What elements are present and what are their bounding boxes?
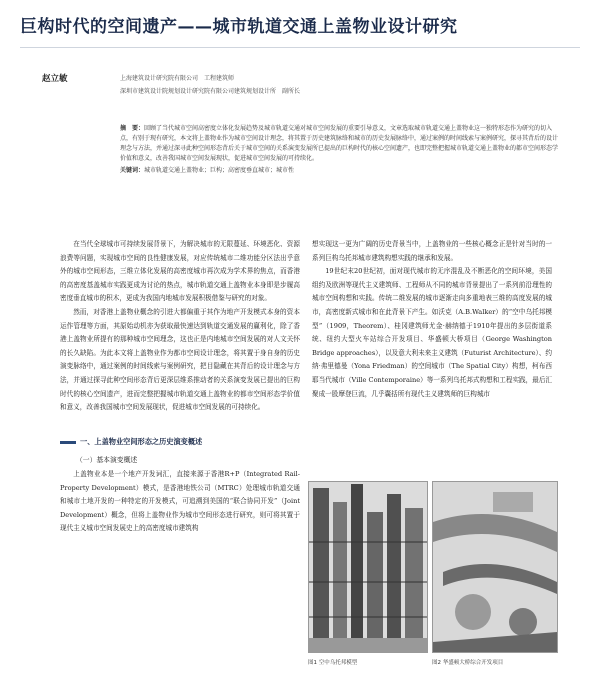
figure-1-caption: 图1 空中乌托邦模型 <box>308 660 358 666</box>
paragraph: 想实现这一更为广阔的历史背景当中，上盖物业的一些核心概念正是针对当时的一系列巨构乌托邦城市建筑构想实践的继承和发展。 <box>312 240 552 262</box>
abstract-label: 摘 要： <box>120 125 145 132</box>
figure-2-caption: 图2 华盛顿大桥综合开发项目 <box>432 660 504 666</box>
author-affiliation-2: 深圳市建筑设计院规划设计研究院有限公司建筑规划设计所 副所长 <box>120 88 301 95</box>
abstract-text: 回顾了当代城市空间高密度立体化发展趋势及城市轨道交通对城市空间发展的重要引导意义，文章选取城市轨道交通上盖物业这一独特形态作为研究的切入点，有别于现有研究，本文将上盖物业作为城市空间设计理念，将其置于历史建筑脉络和城市的历史发展脉络中，通过案例的时间线索与案例研究，探寻其背后的设计理念与方法，并通过深寻此种空间形态背后关于城市空间的关系演变发展所已提出的巨构时代的核心空间遗产，也即完整把握城市轨道交通上盖物业的都市空间形态学价值和意义，改善我国城市空间发展现状，促进城市空间发展的可持续化。 <box>120 125 559 162</box>
left-column <box>60 238 300 415</box>
right-column <box>312 238 552 401</box>
keywords-label: 关键词： <box>120 167 145 174</box>
paragraph: 上盖物业本是一个地产开发词汇，直接来源于香港R+P（Integrated Rail-Property Development）模式，是香港地铁公司（MTRC）处理城市轨道交通和城市土地开发的一种特定的开发模式，可追溯到美国的“联合协同开发”（Joint Development）概念，但将上盖物业作为城市空间形态进行研究，则可将其置于现代主义城市空间发展史上的高密度城市建筑构 <box>60 470 300 533</box>
figure-2-drawing <box>433 482 557 652</box>
section-heading <box>60 437 202 447</box>
heading-bar <box>60 441 76 444</box>
figure-1-drawing <box>309 482 427 652</box>
title-divider <box>20 47 580 48</box>
figure-2-image <box>432 481 558 653</box>
left-column-bottom <box>60 468 300 536</box>
section-heading-text: 一、上盖物业空间形态之历史演变概述 <box>80 437 203 446</box>
author-affiliation-1: 上海建筑设计研究院有限公司 工程建筑师 <box>120 75 235 82</box>
paragraph: 然而，对香港上盖物业概念的引进大都偏重于其作为地产开发模式本身的资本运作管理等方面，其原始动机亦为获取最快速达到轨道交通发展的赢利化，除了香港上盖物业所提有的那种城市空间理念，这也正是内地城市空间发展的对人文关怀的长久缺陷。为此本文将上盖物业作为都市空间设计理念，将其置于身自身的历史演变脉络中，通过案例的时间线索与案例研究，把目隐藏在其背后的设计理念与方法，并通过探寻此种空间形态背后更深层维系推动者的关系演变发展已提出的巨构时代的核心空间遗产，进而完整把握城市轨道交通上盖物业的都市空间形态学价值和意义，改善我国城市空间发展现状，促进城市空间发展的可持续化。 <box>60 307 300 412</box>
paragraph: 19世纪末20世纪初，面对现代城市的无序混乱及不断恶化的空间环境，美国组约及欧洲等现代主义建筑师、工程师从不同的城市背景提出了一系列前沿理性的城市空间构想和实践。传统二维发展的城市逐渐走向多重地表三维的高度发展的城市，高密度新式城市和在此背景下产生。如沃克（A.B.Walker）的“空中乌托邦模型”（1909，Theorem）、桂冈建筑师尤金·赫纳德于1910年提出的多层街道系统、纽约大型火车站综合开发项目、华盛顿大桥项目（George Washington Bridge approaches），以及意大利未来主义建筑（Futurist Architecture）、约纳·弗里德曼（Yona Friedman）的空间城市（The Spatial City）构想，柯布西耶当代城市（Ville Contemporaine）等一系列乌托邦式构想和工程实践，最后汇聚成一股摩登巨流，几乎囊括所有现代主义建筑师的巨构城市 <box>312 267 553 398</box>
abstract <box>120 124 560 176</box>
figure-1-image <box>308 481 428 653</box>
keywords-text: 城市轨道交通上盖物业；巨构；高密度垂直城市；城市性 <box>144 167 295 174</box>
paper-title: 巨构时代的空间遗产——城市轨道交通上盖物业设计研究 <box>20 17 458 37</box>
subsection-heading: （一）基本演变概述 <box>76 456 138 464</box>
paragraph: 在当代全球城市可持续发展背景下，为解决城市的无限蔓延、环境恶化、资源浪费等问题，实现城市空间的良性健康发展，对应传统城市二维功能分区法出乎意外的城市空间形态，三维立体化发展的高密度城市再次成为学术界的焦点，而香港的高密度基盖城市实践更成为讨论的热点，城市轨道交通上盖物业本身即是步履高密度垂直城市的积木，更成为我国内地城市发展积极借鉴与研究的对象。 <box>60 240 300 303</box>
author-name: 赵立敏 <box>42 74 68 84</box>
